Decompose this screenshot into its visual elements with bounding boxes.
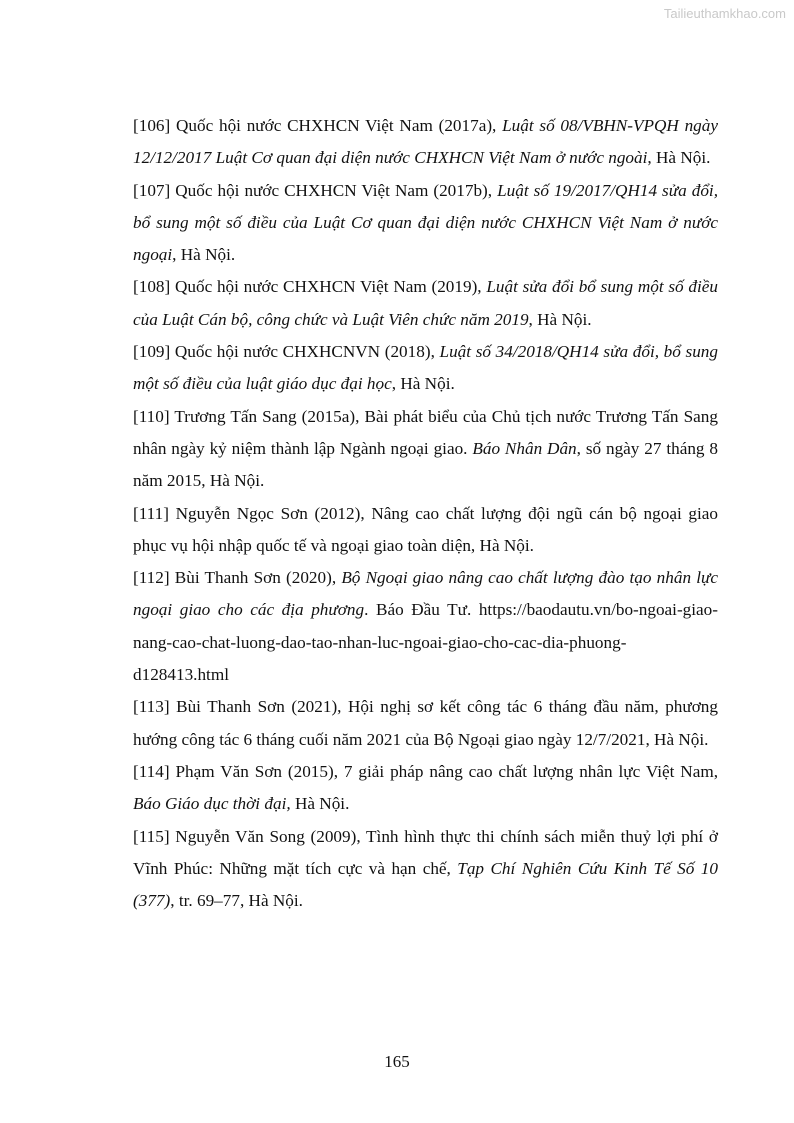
reference-text: , Hà Nội. (528, 309, 592, 329)
reference-entry-112 (133, 562, 718, 691)
watermark: Tailieuthamkhao.com (663, 6, 786, 21)
reference-title-italic: Luật số 08/VBHN-VPQH ngày 12/12/2017 Luật Cơ quan đại diện nước CHXHCN Việt Nam ở nước ngoài (133, 116, 718, 168)
reference-entry-115 (133, 821, 718, 918)
reference-entry-108 (133, 271, 718, 336)
reference-entry-109 (133, 336, 718, 401)
reference-entry-106 (133, 110, 718, 175)
reference-title-italic: Tạp Chí Nghiên Cứu Kinh Tế Số 10 (377) (133, 858, 718, 911)
reference-entry-110 (133, 401, 718, 498)
reference-text: , Hà Nội. (647, 148, 711, 168)
reference-text: , số ngày 27 tháng 8 năm 2015, Hà Nội. (133, 438, 719, 491)
reference-text: [113] Bùi Thanh Sơn (2021), Hội nghị sơ kết công tác 6 tháng đầu năm, phương hướng công tác 6 tháng cuối năm 2021 của Bộ Ngoại giao ngày 12/7/2021, Hà Nội. (133, 697, 718, 749)
reference-text: . Báo Đầu Tư. https://baodautu.vn/bo-ngoai-giao-nang-cao-chat-luong-dao-tao-nhan-luc-ngoai-giao-cho-cac-dia-phuong-d128413.html (133, 600, 718, 685)
reference-title-italic: Bộ Ngoại giao nâng cao chất lượng đào tạo nhân lực ngoại giao cho các địa phương (133, 568, 719, 620)
reference-title-italic: Luật số 34/2018/QH14 sửa đổi, bổ sung một số điều của luật giáo dục đại học (133, 342, 718, 394)
reference-text: [115] Nguyễn Văn Song (2009), Tình hình thực thi chính sách miễn thuỷ lợi phí ở Vĩnh Phúc: Những mặt tích cực và hạn chế, (133, 826, 718, 878)
reference-text: [111] Nguyễn Ngọc Sơn (2012), Nâng cao chất lượng đội ngũ cán bộ ngoại giao phục vụ hội nhập quốc tế và ngoại giao toàn diện, Hà Nội. (133, 503, 718, 555)
reference-title-italic: Luật số 19/2017/QH14 sửa đổi, bổ sung một số điều của Luật Cơ quan đại diện nước CHXHCN Việt Nam ở nước ngoại (133, 180, 718, 265)
reference-title-italic: Luật sửa đổi bổ sung một số điều của Luật Cán bộ, công chức và Luật Viên chức năm 2019 (133, 277, 718, 329)
reference-entry-113 (133, 691, 718, 756)
reference-text: [108] Quốc hội nước CHXHCN Việt Nam (2019), (133, 277, 487, 297)
reference-title-italic: Báo Giáo dục thời đại, (133, 794, 291, 814)
reference-text: Hà Nội. (290, 794, 350, 814)
reference-entry-107 (133, 175, 718, 272)
reference-title-italic: Báo Nhân Dân (472, 438, 577, 458)
reference-text: [107] Quốc hội nước CHXHCN Việt Nam (2017b), (133, 180, 498, 200)
reference-text: [114] Phạm Văn Sơn (2015), 7 giải pháp nâng cao chất lượng nhân lực Việt Nam, (133, 761, 718, 781)
reference-entry-114 (133, 756, 718, 821)
reference-text: [110] Trương Tấn Sang (2015a), Bài phát biểu của Chủ tịch nước Trương Tấn Sang nhân ngày kỷ niệm thành lập Ngành ngoại giao. (133, 406, 718, 458)
reference-text: [106] Quốc hội nước CHXHCN Việt Nam (2017a), (133, 116, 503, 135)
reference-text: , Hà Nội. (391, 374, 455, 394)
reference-text: , tr. 69–77, Hà Nội. (170, 891, 303, 911)
reference-entry-111 (133, 498, 718, 563)
reference-list (133, 110, 718, 917)
reference-text: [112] Bùi Thanh Sơn (2020), (133, 568, 342, 588)
page-number: 165 (384, 1052, 410, 1071)
reference-text: [109] Quốc hội nước CHXHCNVN (2018), (133, 342, 440, 362)
reference-text: , Hà Nội. (172, 245, 236, 265)
